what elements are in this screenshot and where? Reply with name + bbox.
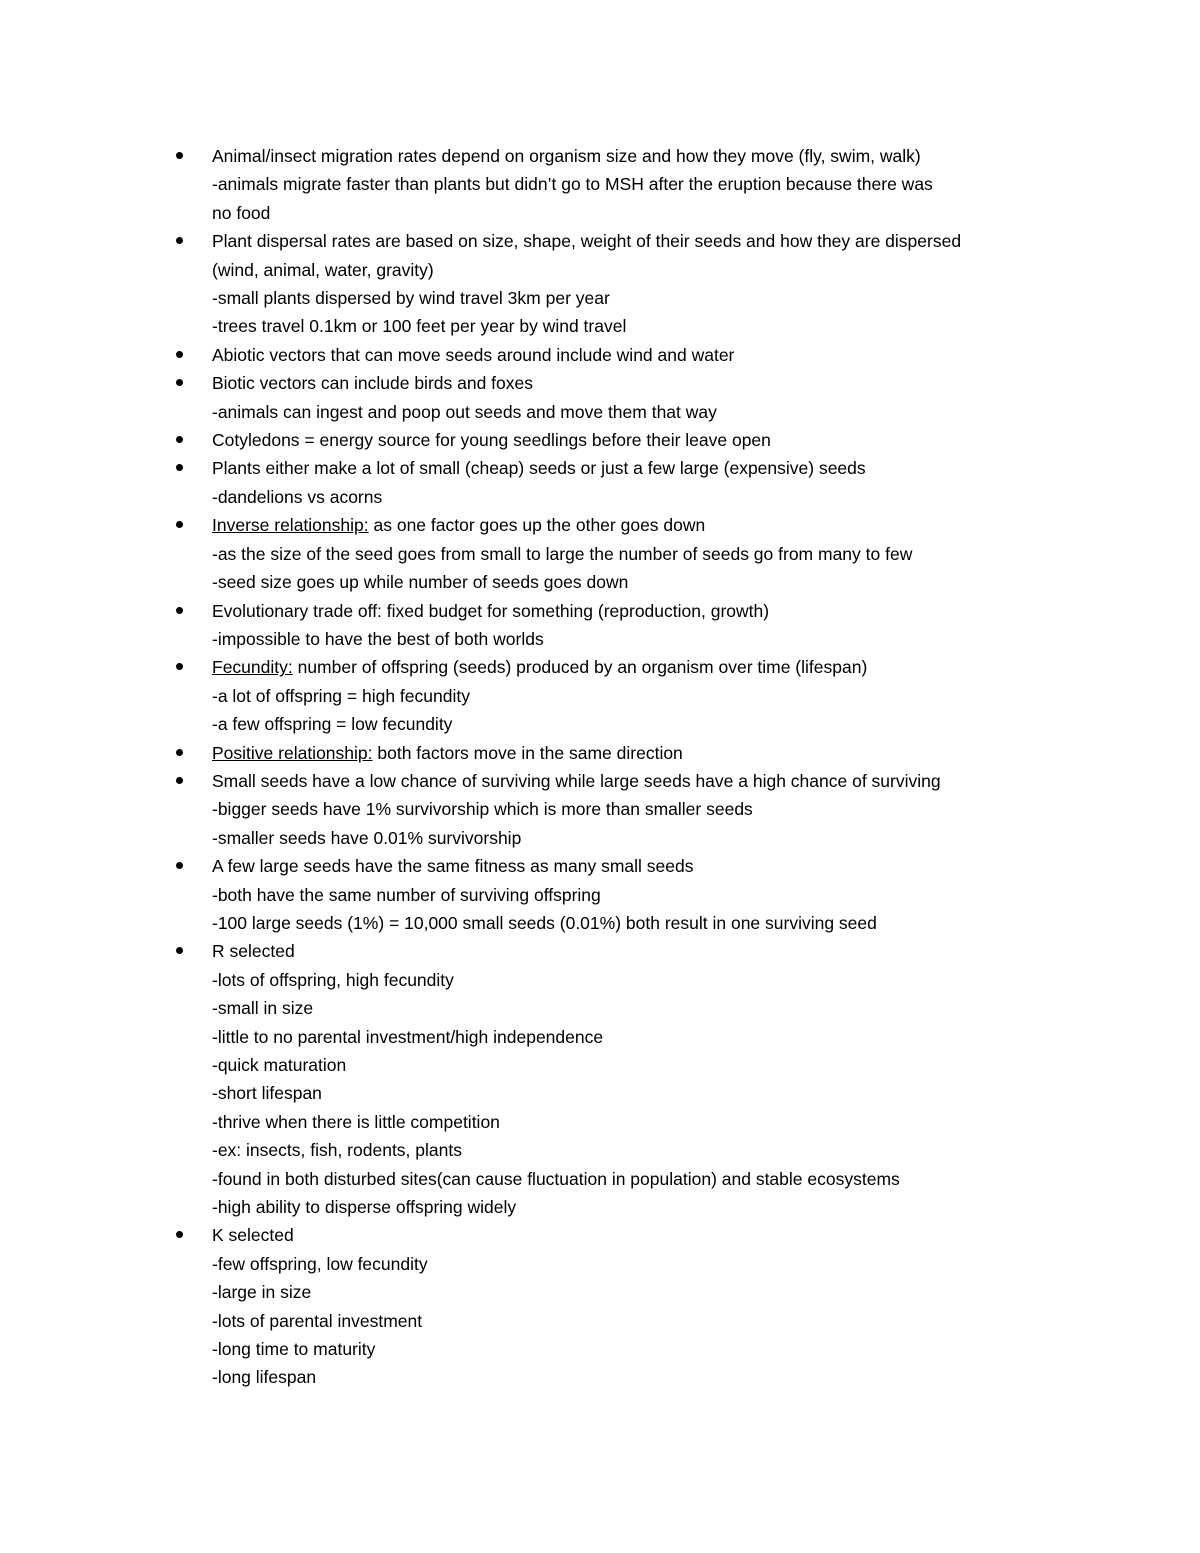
sub-point-text: -smaller seeds have 0.01% survivorship [212,827,522,848]
bullet-main-text: Plant dispersal rates are based on size, shape, weight of their seeds and how they are dispersed [212,231,962,252]
sub-point-text: -impossible to have the best of both worlds [212,628,544,649]
bullet-text [212,937,1068,965]
bullet-main-text: K selected [212,1225,294,1246]
list-item [168,426,1068,454]
bullet-text [212,852,1068,880]
sub-point-text: -seed size goes up while number of seeds goes down [212,572,629,593]
bullet-main-text: as one factor goes up the other goes down [368,515,706,536]
sub-point-text: -little to no parental investment/high independence [212,1026,604,1047]
list-item [168,653,1068,738]
sub-point-text: -short lifespan [212,1083,322,1104]
bullet-icon [176,152,183,159]
list-item [168,597,1068,654]
bullet-text [212,1221,1068,1249]
bullet-main-text: Small seeds have a low chance of surviving while large seeds have a high chance of surviving [212,770,941,791]
bullet-text [212,426,1068,454]
term-label: Fecundity: [212,657,293,678]
bullet-list [168,142,1068,1392]
bullet-text [212,739,1068,767]
bullet-text [212,341,1068,369]
bullet-icon [176,947,183,954]
sub-point-text: -trees travel 0.1km or 100 feet per year by wind travel [212,316,627,337]
bullet-icon [176,379,183,386]
sub-point-text: (wind, animal, water, gravity) [212,259,434,280]
sub-point-text: -lots of parental investment [212,1310,423,1331]
sub-point-text: -small plants dispersed by wind travel 3km per year [212,288,610,309]
list-item [168,937,1068,1221]
sub-point-text: -dandelions vs acorns [212,486,383,507]
bullet-text [212,767,1068,795]
list-item [168,1221,1068,1391]
list-item [168,767,1068,852]
sub-point-text: -animals migrate faster than plants but didn’t go to MSH after the eruption because there was [212,174,933,195]
bullet-main-text: Plants either make a lot of small (cheap) seeds or just a few large (expensive) seeds [212,458,866,479]
term-label: Positive relationship: [212,742,373,763]
bullet-main-text: Abiotic vectors that can move seeds around include wind and water [212,344,735,365]
bullet-text [212,369,1068,397]
bullet-main-text: A few large seeds have the same fitness as many small seeds [212,856,694,877]
list-item [168,739,1068,767]
bullet-main-text: Cotyledons = energy source for young seedlings before their leave open [212,430,771,451]
sub-point-text: -as the size of the seed goes from small to large the number of seeds go from many to few [212,543,913,564]
bullet-main-text: number of offspring (seeds) produced by an organism over time (lifespan) [292,657,868,678]
bullet-icon [176,351,183,358]
bullet-main-text: Evolutionary trade off: fixed budget for something (reproduction, growth) [212,600,770,621]
list-item [168,454,1068,511]
list-item [168,227,1068,341]
sub-point-text: -large in size [212,1282,312,1303]
sub-point-text: -a lot of offspring = high fecundity [212,685,470,706]
sub-point-text: -high ability to disperse offspring widely [212,1197,517,1218]
bullet-icon [176,663,183,670]
bullet-icon [176,607,183,614]
bullet-icon [176,1231,183,1238]
term-label: Inverse relationship: [212,515,369,536]
bullet-text [212,142,1068,170]
sub-point-text: -thrive when there is little competition [212,1111,500,1132]
bullet-main-text: R selected [212,941,295,962]
sub-point-text: -100 large seeds (1%) = 10,000 small seeds (0.01%) both result in one surviving seed [212,912,877,933]
bullet-icon [176,749,183,756]
list-item [168,852,1068,937]
bullet-text [212,227,1068,255]
sub-point-text: -both have the same number of surviving offspring [212,884,601,905]
sub-point-text: -long time to maturity [212,1339,376,1360]
sub-point-text: -a few offspring = low fecundity [212,714,453,735]
sub-point-text: -ex: insects, fish, rodents, plants [212,1140,462,1161]
sub-point-text: -small in size [212,998,314,1019]
sub-point-text: -bigger seeds have 1% survivorship which is more than smaller seeds [212,799,753,820]
bullet-text [212,597,1068,625]
bullet-text [212,653,1068,681]
bullet-icon [176,237,183,244]
sub-point-text: -animals can ingest and poop out seeds and move them that way [212,401,717,422]
bullet-icon [176,777,183,784]
bullet-main-text: both factors move in the same direction [372,742,683,763]
bullet-text [212,454,1068,482]
list-item [168,511,1068,596]
bullet-icon [176,464,183,471]
bullet-text [212,511,1068,539]
sub-point-text: no food [212,202,271,223]
bullet-icon [176,521,183,528]
list-item [168,341,1068,369]
sub-point-text: -found in both disturbed sites(can cause fluctuation in population) and stable ecosystems [212,1168,900,1189]
bullet-main-text: Animal/insect migration rates depend on organism size and how they move (fly, swim, walk) [212,146,921,166]
sub-point-text: -long lifespan [212,1367,317,1388]
list-item [168,369,1068,426]
sub-point-text: -quick maturation [212,1055,347,1075]
sub-point-text: -lots of offspring, high fecundity [212,969,454,990]
bullet-main-text: Biotic vectors can include birds and foxes [212,373,533,394]
bullet-icon [176,436,183,443]
list-item [168,142,1068,227]
sub-point-text: -few offspring, low fecundity [212,1253,428,1274]
bullet-icon [176,862,183,869]
